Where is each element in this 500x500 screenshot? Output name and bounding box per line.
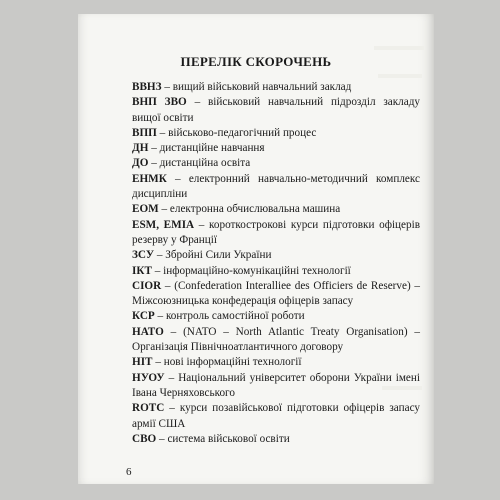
abbreviation-term: ЗСУ xyxy=(132,249,155,262)
abbreviation-term: ESM, EMIA xyxy=(132,218,195,231)
abbreviation-term: СВО xyxy=(132,432,157,445)
abbreviation-entry xyxy=(132,126,420,141)
abbreviation-entry xyxy=(132,141,420,156)
abbreviation-definition: – дистанційне навчання xyxy=(148,142,265,155)
abbreviation-term: ДН xyxy=(132,142,149,155)
abbreviation-definition: – короткострокові курси підготовки офіцерів резерву у Франції xyxy=(132,218,420,246)
abbreviation-entry xyxy=(132,355,420,370)
abbreviation-entry xyxy=(132,401,420,432)
abbreviation-definition: – Збройні Сили України xyxy=(154,249,272,262)
abbreviation-term: ВВНЗ xyxy=(132,81,162,93)
abbreviation-definition: – інформаційно-комунікаційні технології xyxy=(151,264,351,277)
abbreviation-term: ІКТ xyxy=(132,264,152,277)
bleed-through-mark xyxy=(378,74,422,78)
abbreviation-definition: – (NATO – North Atlantic Treaty Organisation) – Організація Північноатлантичного договору xyxy=(132,325,420,354)
abbreviation-definition: – контроль самостійної роботи xyxy=(154,310,305,323)
abbreviation-term: ДО xyxy=(132,157,149,170)
abbreviation-term: ЕОМ xyxy=(132,203,159,216)
abbreviation-definition: – Національний університет оборони України імені Івана Черняховського xyxy=(132,371,420,399)
abbreviation-entry xyxy=(132,80,420,95)
abbreviation-term: ЕНМК xyxy=(132,172,167,185)
abbreviation-term: CIOR xyxy=(132,279,162,292)
abbreviation-entry xyxy=(132,264,420,279)
abbreviation-definition: – військовий навчальний підрозділ закладу вищої освіти xyxy=(132,96,420,124)
abbreviation-entry xyxy=(132,371,420,402)
abbreviation-list xyxy=(132,80,420,447)
abbreviation-entry xyxy=(132,248,420,263)
abbreviation-entry xyxy=(132,156,420,171)
abbreviation-entry xyxy=(132,309,420,324)
abbreviation-term: НУОУ xyxy=(132,371,165,384)
abbreviation-term: НІТ xyxy=(132,356,153,369)
abbreviation-entry xyxy=(132,325,420,356)
bleed-through-mark xyxy=(374,46,424,50)
abbreviation-definition: – вищий військовий навчальний заклад xyxy=(161,81,352,93)
abbreviation-entry xyxy=(132,432,420,447)
abbreviation-term: ROTC xyxy=(132,402,165,415)
page-title: ПЕРЕЛІК СКОРОЧЕНЬ xyxy=(180,54,332,69)
abbreviation-definition: – електронна обчислювальна машина xyxy=(158,203,341,216)
abbreviation-entry xyxy=(132,172,420,203)
abbreviation-definition: – (Confederation Interalliee des Officiers de Reserve) – Міжсоюзницька конфедерація офіцерів запасу xyxy=(132,279,420,308)
abbreviation-term: НАТО xyxy=(132,325,164,338)
abbreviation-entry xyxy=(132,202,420,217)
abbreviation-definition: – нові інформаційні технології xyxy=(152,356,302,369)
abbreviation-term: ВПП xyxy=(132,126,157,139)
abbreviation-definition: – військово-педагогічний процес xyxy=(156,126,317,139)
abbreviation-definition: – електронний навчально-методичний комплекс дисципліни xyxy=(132,172,420,201)
abbreviation-term: КСР xyxy=(132,310,155,323)
abbreviation-entry xyxy=(132,95,420,126)
abbreviation-definition: – система військової освіти xyxy=(156,432,290,445)
abbreviation-term: ВНП ЗВО xyxy=(132,96,187,109)
document-page xyxy=(78,14,434,484)
abbreviation-definition: – дистанційна освіта xyxy=(148,157,251,170)
page-number: 6 xyxy=(126,466,132,478)
abbreviation-entry xyxy=(132,279,420,310)
abbreviation-definition: – курси позавійськової підготовки офіцерів запасу армії США xyxy=(132,402,420,430)
abbreviation-entry xyxy=(132,218,420,249)
